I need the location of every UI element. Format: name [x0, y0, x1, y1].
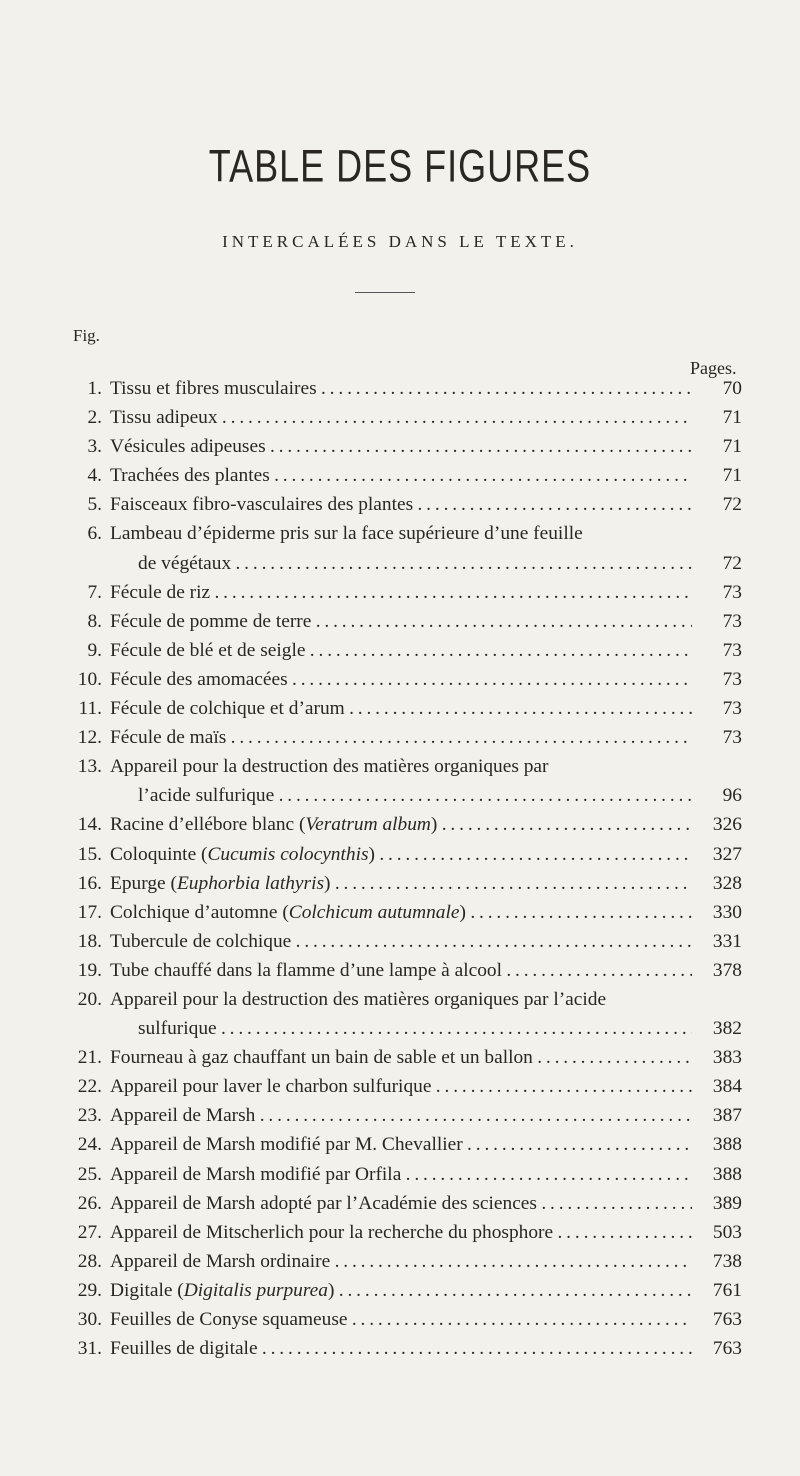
list-item-continuation [72, 1014, 742, 1043]
page-number: 70 [722, 378, 742, 399]
figure-label: Tissu adipeux . . . [110, 403, 692, 432]
list-item [72, 432, 742, 461]
figure-label: Epurge (Euphorbia lathyris) . . . [110, 869, 692, 898]
figure-label-continuation: l’acide sulfurique . . . [110, 781, 692, 810]
page-title: TABLE DES FIGURES [208, 140, 592, 192]
page-number: 389 [712, 1192, 742, 1214]
figure-label: Appareil pour laver le charbon sulfurique . . . [110, 1072, 692, 1101]
page-number: 388 [712, 1134, 742, 1156]
figure-label: Feuilles de digitale . . . [110, 1334, 692, 1363]
page-number: 383 [712, 1047, 742, 1069]
figure-label: Vésicules adipeuses . . . [110, 432, 692, 461]
list-item [72, 810, 742, 839]
list-item [72, 1043, 742, 1072]
list-item [72, 1247, 742, 1276]
figure-label: Lambeau d’épiderme pris sur la face supérieure d’une feuille [110, 523, 583, 545]
list-item [72, 461, 742, 490]
page-number: 384 [712, 1076, 742, 1098]
list-item [72, 723, 742, 752]
list-item [72, 1160, 742, 1189]
page-number: 738 [712, 1250, 742, 1272]
page-number: 503 [712, 1221, 742, 1243]
figure-number: 31. [77, 1338, 102, 1360]
figure-label: Tissu et fibres musculaires . . . [110, 374, 692, 403]
page-number: 328 [712, 872, 742, 894]
list-item [72, 636, 742, 665]
figure-number: 30. [77, 1309, 102, 1330]
list-item [72, 1189, 742, 1218]
list-item [72, 1101, 742, 1130]
figure-number: 18. [77, 930, 102, 952]
page-number: 96 [722, 785, 742, 807]
latin-name: Cucumis colocynthis [207, 843, 369, 865]
figure-label: Tubercule de colchique . . . [110, 927, 692, 956]
list-item [72, 1072, 742, 1101]
figure-number: 17. [77, 901, 102, 923]
list-item [72, 869, 742, 898]
figure-label: Fécule de blé et de seigle . . . [110, 636, 692, 665]
page-number: 382 [712, 1018, 742, 1040]
figure-label: Tube chauffé dans la flamme d’une lampe à alcool . . . [110, 956, 692, 985]
figure-label: Coloquinte (Cucumis colocynthis) . . . [110, 840, 692, 869]
list-item [72, 578, 742, 607]
figure-label: Appareil de Marsh modifié par M. Chevallier . . . [110, 1130, 692, 1159]
figure-label: Appareil pour la destruction des matières organiques par l’acide [110, 988, 607, 1010]
list-item-continuation [72, 549, 742, 578]
figure-number: 8. [87, 610, 102, 632]
figure-label: Racine d’ellébore blanc (Veratrum album) . . . [110, 810, 692, 839]
figure-number: 10. [77, 668, 102, 690]
list-item [72, 694, 742, 723]
list-item [72, 665, 742, 694]
figure-label: Appareil de Mitscherlich pour la recherche du phosphore . . . [110, 1218, 692, 1247]
figure-number: 29. [77, 1279, 102, 1301]
figure-number: 15. [77, 843, 102, 865]
latin-name: Euphorbia lathyris [176, 872, 325, 894]
list-item [72, 1334, 742, 1363]
list-item [72, 752, 742, 781]
figure-number: 22. [77, 1076, 102, 1098]
figure-label: Fécule des amomacées . . . [110, 665, 692, 694]
figure-number: 24. [77, 1134, 102, 1156]
page-number: 73 [722, 668, 742, 690]
figure-number: 28. [77, 1250, 102, 1272]
page-number: 73 [722, 581, 742, 603]
list-item [72, 898, 742, 927]
list-item [72, 403, 742, 432]
figure-number: 5. [87, 494, 102, 516]
page-number: 331 [712, 930, 742, 952]
page-number: 73 [722, 639, 742, 661]
figure-label: Appareil pour la destruction des matières organiques par [110, 756, 549, 778]
figure-list [72, 374, 742, 1363]
page-number: 378 [712, 959, 742, 981]
list-item [72, 607, 742, 636]
list-item [72, 1218, 742, 1247]
figure-label: Faisceaux fibro-vasculaires des plantes . . . [110, 490, 692, 519]
figure-number: 25. [77, 1163, 102, 1185]
page-number: 72 [722, 552, 742, 574]
divider [355, 292, 415, 293]
page-number: 327 [712, 843, 742, 865]
figure-number: 19. [77, 959, 102, 981]
figure-number: 12. [77, 727, 102, 749]
figure-number: 4. [87, 465, 102, 487]
page-number: 330 [712, 901, 742, 923]
figure-number: 20. [77, 988, 102, 1010]
figure-label: Digitale (Digitalis purpurea) . . . [110, 1276, 692, 1305]
page-number: 387 [712, 1105, 742, 1127]
page-number: 71 [722, 465, 742, 487]
figure-label: Appareil de Marsh . . . [110, 1101, 692, 1130]
figure-number: 9. [87, 639, 102, 661]
figure-number: 11. [78, 698, 102, 720]
latin-name: Digitalis purpurea [183, 1279, 328, 1301]
page-number: 388 [712, 1163, 742, 1185]
figure-label: Fourneau à gaz chauffant un bain de sable et un ballon . . . [110, 1043, 692, 1072]
figure-label: Feuilles de Conyse squameuse . . . [110, 1305, 692, 1334]
figure-label: Appareil de Marsh ordinaire . . . [110, 1247, 692, 1276]
figure-number: 23. [77, 1105, 102, 1127]
page-number: 763 [712, 1309, 742, 1330]
figure-number: 21. [77, 1047, 102, 1069]
list-item [72, 1305, 742, 1334]
figure-number: 14. [77, 814, 102, 836]
figure-label: Appareil de Marsh modifié par Orfila . . . [110, 1160, 692, 1189]
figure-label: Fécule de maïs . . . [110, 723, 692, 752]
latin-name: Colchicum autumnale [288, 901, 460, 923]
figure-label-continuation: sulfurique . . . [110, 1014, 692, 1043]
list-item [72, 374, 742, 403]
page-number: 73 [722, 698, 742, 720]
list-item [72, 840, 742, 869]
list-item [72, 1130, 742, 1159]
list-item [72, 519, 742, 548]
figure-number: 1. [87, 378, 102, 399]
page-number: 326 [712, 814, 742, 836]
figure-number: 27. [77, 1221, 102, 1243]
list-item-continuation [72, 781, 742, 810]
page-number: 73 [722, 727, 742, 749]
list-item [72, 490, 742, 519]
figure-number: 7. [87, 581, 102, 603]
figure-label: Fécule de pomme de terre . . . [110, 607, 692, 636]
figure-label: Fécule de colchique et d’arum . . . [110, 694, 692, 723]
page-number: 71 [722, 436, 742, 458]
figure-number: 2. [87, 407, 102, 429]
figure-number: 6. [87, 523, 102, 545]
figure-number: 3. [87, 436, 102, 458]
list-item [72, 956, 742, 985]
figure-number: 16. [77, 872, 102, 894]
latin-name: Veratrum album [305, 814, 431, 836]
list-item [72, 927, 742, 956]
page-number: 71 [722, 407, 742, 429]
pages-column-header: Pages. [690, 358, 737, 378]
fig-column-header: Fig. [73, 326, 100, 345]
list-item [72, 985, 742, 1014]
page-number: 763 [712, 1338, 742, 1360]
figure-label: Appareil de Marsh adopté par l’Académie des sciences . . . [110, 1189, 692, 1218]
figure-label: Colchique d’automne (Colchicum autumnale) . . . [110, 898, 692, 927]
figure-label: Fécule de riz . . . [110, 578, 692, 607]
page-number: 73 [722, 610, 742, 632]
page-number: 761 [712, 1279, 742, 1301]
page-number: 72 [722, 494, 742, 516]
figure-number: 26. [77, 1192, 102, 1214]
figure-label: Trachées des plantes . . . [110, 461, 692, 490]
figure-label-continuation: de végétaux . . . [110, 549, 692, 578]
list-item [72, 1276, 742, 1305]
page-subtitle: INTERCALÉES DANS LE TEXTE. [222, 232, 578, 251]
figure-number: 13. [77, 756, 102, 778]
